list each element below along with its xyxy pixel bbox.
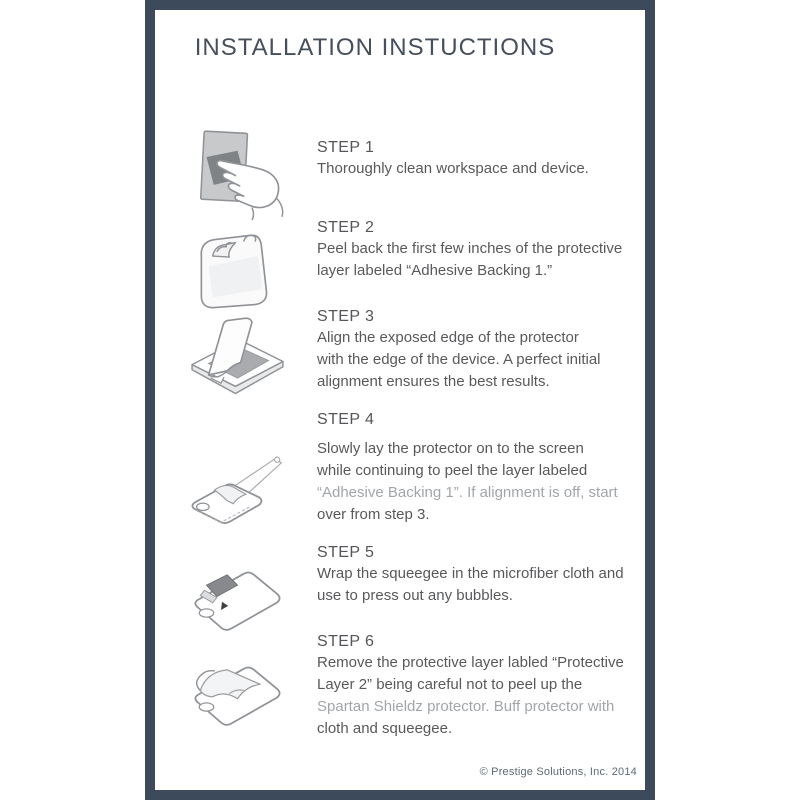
squeegee-icon — [185, 548, 290, 643]
step-text-line: Thoroughly clean workspace and device. — [317, 160, 589, 177]
step-text-line: layer labeled “Adhesive Backing 1.” — [317, 262, 553, 279]
step-text-line: while continuing to peel the layer labeled — [317, 462, 588, 479]
step-text-line: use to press out any bubbles. — [317, 587, 513, 604]
step-heading: STEP 5 — [317, 544, 375, 561]
step-text-line: Wrap the squeegee in the microfiber cloth and — [317, 565, 624, 582]
hand-cleaning-icon — [185, 126, 290, 221]
step-text-line: Spartan Shieldz protector. Buff protector with — [317, 698, 615, 715]
step-heading: STEP 1 — [317, 139, 375, 156]
step-text-line: “Adhesive Backing 1”. If alignment is off, start — [317, 484, 618, 501]
copyright-text: © Prestige Solutions, Inc. 2014 — [479, 766, 637, 778]
align-protector-icon — [185, 313, 290, 408]
step-heading: STEP 3 — [317, 308, 375, 325]
instruction-sheet-frame — [145, 0, 655, 800]
page-title: INSTALLATION INSTUCTIONS — [194, 34, 556, 61]
step-heading: STEP 4 — [317, 411, 375, 428]
remove-layer-icon — [185, 643, 290, 738]
peel-backing-icon — [185, 223, 290, 318]
step-text-line: with the edge of the device. A perfect initial — [317, 351, 601, 368]
step-text-line: over from step 3. — [317, 506, 430, 523]
step-text-line: Layer 2” being careful not to peel up the — [317, 676, 583, 693]
step-text-line: Align the exposed edge of the protector — [317, 329, 579, 346]
lay-protector-icon — [185, 443, 290, 538]
step-text-line: Peel back the first few inches of the protective — [317, 240, 623, 257]
step-text-line: cloth and squeegee. — [317, 720, 453, 737]
step-text-line: alignment ensures the best results. — [317, 373, 550, 390]
step-text-line: Remove the protective layer labled “Protective — [317, 654, 624, 671]
step-heading: STEP 6 — [317, 633, 375, 650]
step-heading: STEP 2 — [317, 219, 375, 236]
step-text-line: Slowly lay the protector on to the screen — [317, 440, 584, 457]
